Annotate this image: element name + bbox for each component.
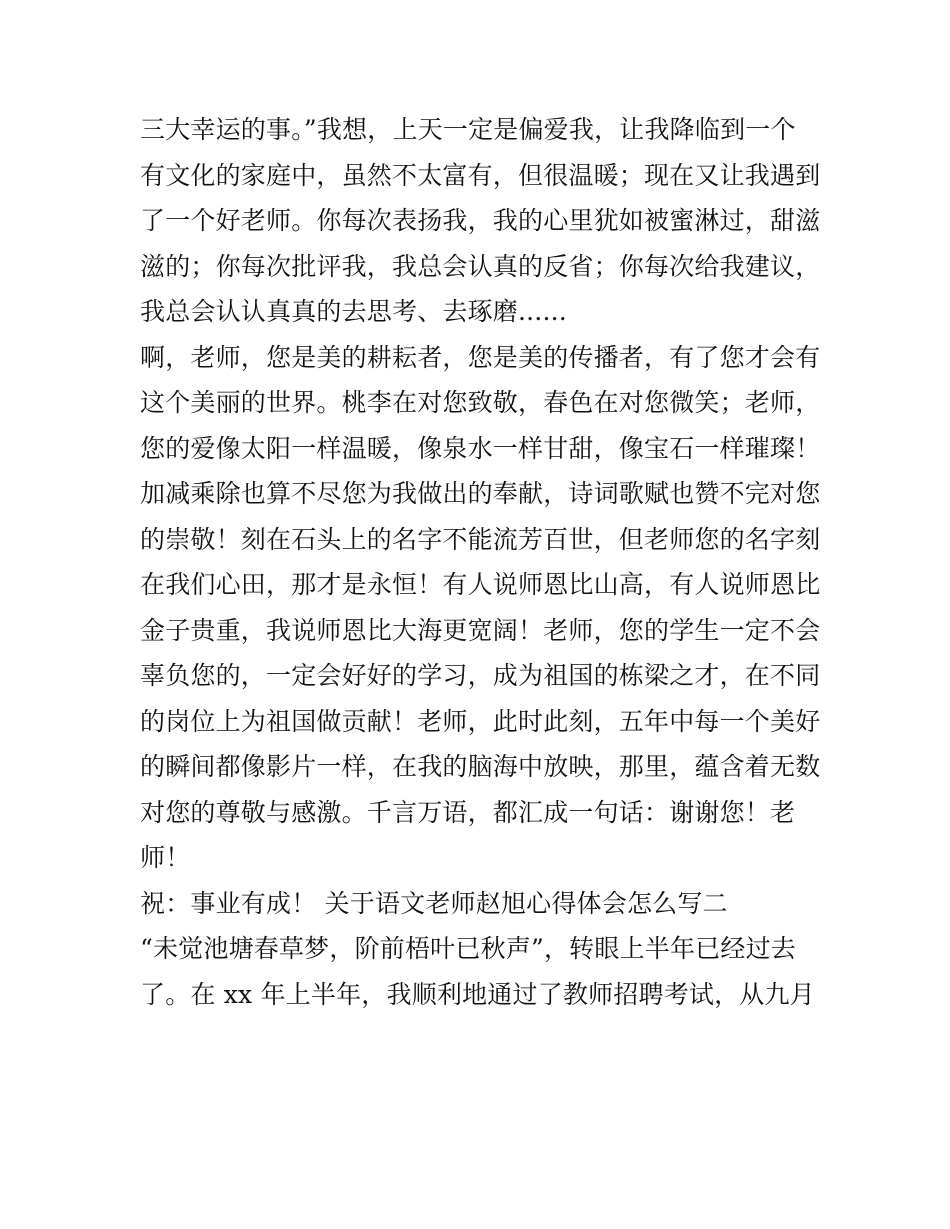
text-line: 有文化的家庭中，虽然不太富有，但很温暖；现在又让我遇到 — [140, 160, 821, 190]
text-line: 三大幸运的事。”我想，上天一定是偏爱我，让我降临到一个 — [140, 115, 796, 144]
text-line: 在我们心田，那才是永恒！有人说师恩比山高，有人说师恩比 — [140, 570, 821, 599]
text-line: 加减乘除也算不尽您为我做出的奉献，诗词歌赋也赞不完对您 — [140, 479, 821, 508]
text-line: 了一个好老师。你每次表扬我，我的心里犹如被蜜淋过，甜滋 — [140, 206, 821, 235]
document-body — [140, 107, 830, 1017]
text-line: 金子贵重，我说师恩比大海更宽阔！老师，您的学生一定不会 — [140, 615, 821, 645]
text-line: “未觉池塘春草梦，阶前梧叶已秋声”，转眼上半年已经过去 — [140, 934, 796, 963]
text-line: 我总会认认真真的去思考、去琢磨...... — [140, 297, 567, 326]
text-line: 您的爱像太阳一样温暖，像泉水一样甘甜，像宝石一样璀璨！ — [140, 433, 821, 463]
text-line: 的岗位上为祖国做贡献！老师，此时此刻，五年中每一个美好 — [140, 706, 821, 736]
text-line: 对您的尊敬与感激。千言万语，都汇成一句话：谢谢您！老 — [140, 797, 796, 827]
text-line: 师！ — [140, 843, 191, 872]
text-line: 啊，老师，您是美的耕耘者，您是美的传播者，有了您才会有 — [140, 342, 821, 372]
text-line: 祝：事业有成！ 关于语文老师赵旭心得体会怎么写二 — [140, 888, 728, 918]
text-line: 了。在 xx 年上半年，我顺利地通过了教师招聘考试，从九月 — [140, 979, 815, 1009]
text-line: 辜负您的，一定会好好的学习，成为祖国的栋梁之才，在不同 — [140, 661, 821, 690]
text-line: 滋的；你每次批评我，我总会认真的反省；你每次给我建议， — [140, 251, 821, 281]
text-line: 的瞬间都像影片一样，在我的脑海中放映，那里，蕴含着无数 — [140, 752, 821, 781]
text-line: 的崇敬！刻在石头上的名字不能流芳百世，但老师您的名字刻 — [140, 524, 821, 554]
text-line: 这个美丽的世界。桃李在对您致敬，春色在对您微笑；老师， — [140, 388, 821, 417]
